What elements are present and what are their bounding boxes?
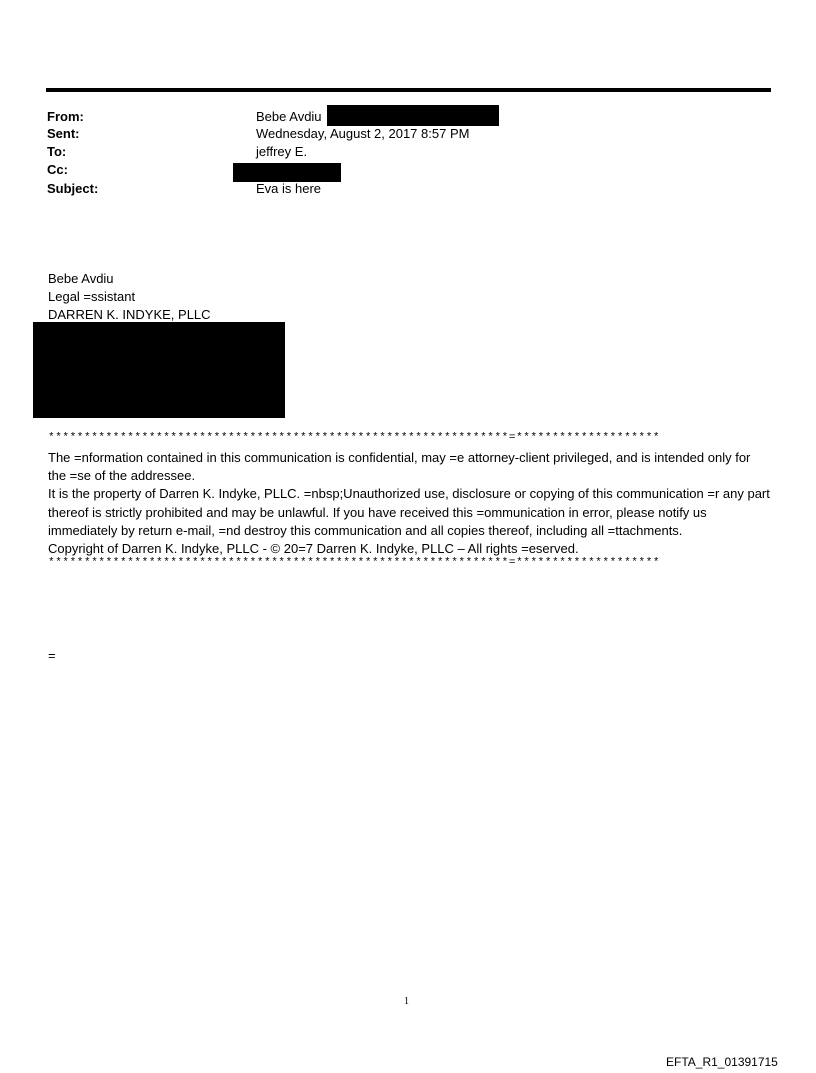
disclaimer-stars-top: ****************************************************************=******************** — [48, 432, 661, 444]
cc-label: Cc: — [47, 162, 68, 177]
from-redaction — [327, 105, 499, 126]
from-value: Bebe Avdiu — [256, 109, 322, 124]
header-rule — [46, 88, 771, 92]
disclaimer-text — [48, 449, 770, 558]
signature-redaction — [33, 322, 285, 418]
disclaimer-paragraph-1: The =nformation contained in this communication is confidential, may =e attorney-client privileged, and is intended only for the =se of the addressee. — [48, 450, 751, 484]
disclaimer-paragraph-2: It is the property of Darren K. Indyke, PLLC. =nbsp;Unauthorized use, disclosure or copying of this communication =r any part thereof is strictly prohibited and may be unlawful. If you have received this =ommunication in error, please notify us immediately by return e-mail, =nd destroy this communication and all copies thereof, including all =ttachments. — [48, 486, 770, 538]
sent-value: Wednesday, August 2, 2017 8:57 PM — [256, 126, 470, 141]
page-number: 1 — [404, 996, 409, 1007]
disclaimer-stars-bottom: ****************************************************************=******************** — [48, 557, 661, 569]
signature-name: Bebe Avdiu — [48, 271, 114, 286]
subject-label: Subject: — [47, 181, 99, 196]
bates-number: EFTA_R1_01391715 — [666, 1055, 778, 1069]
cc-redaction — [233, 163, 341, 182]
to-value: jeffrey E. — [256, 144, 308, 159]
signature-firm: DARREN K. INDYKE, PLLC — [48, 307, 211, 322]
trailing-equals: = — [48, 648, 56, 663]
to-label: To: — [47, 144, 67, 159]
sent-label: Sent: — [47, 126, 80, 141]
signature-title: Legal =ssistant — [48, 289, 136, 304]
from-label: From: — [47, 109, 84, 124]
subject-value: Eva is here — [256, 181, 322, 196]
disclaimer-paragraph-3: Copyright of Darren K. Indyke, PLLC - © 20=7 Darren K. Indyke, PLLC – All rights =eserved. — [48, 541, 579, 557]
